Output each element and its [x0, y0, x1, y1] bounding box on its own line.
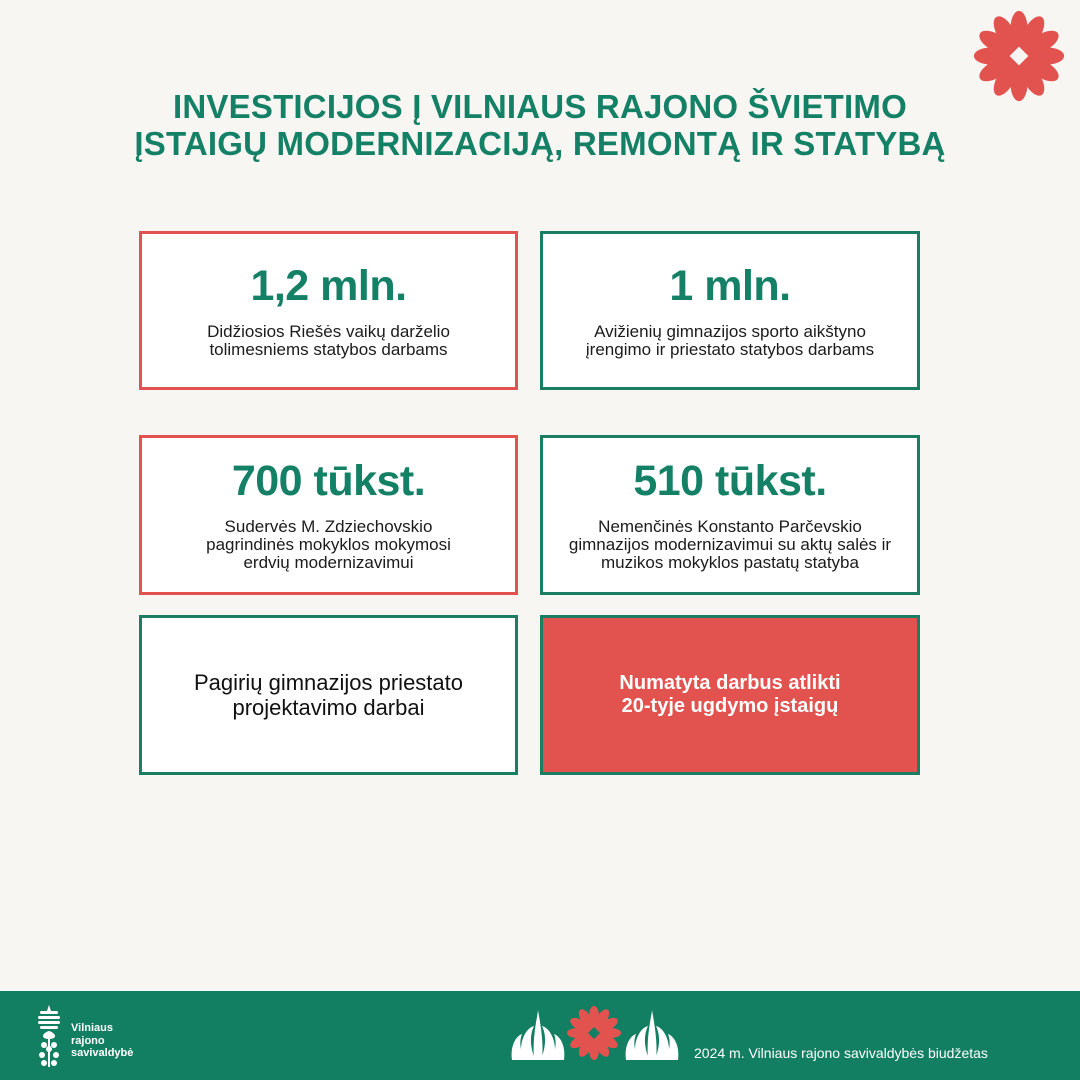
- municipality-emblem-icon: [34, 1003, 64, 1069]
- page-title-line-1: INVESTICIJOS Į VILNIAUS RAJONO ŠVIETIMO: [173, 88, 907, 125]
- footer-bar: [0, 991, 1080, 1080]
- investment-description: Pagirių gimnazijos priestato projektavimo darbai: [193, 670, 464, 720]
- investment-amount: 1,2 mln.: [250, 261, 407, 310]
- investment-description: Avižienių gimnazijos sporto aikštyno įrengimo ir priestato statybos darbams: [585, 321, 875, 359]
- investment-card-pagiriai: [139, 615, 518, 775]
- investment-description: Nemenčinės Konstanto Parčevskio gimnazijos modernizavimui su aktų salės ir muzikos mokyklos pastatų statyba: [568, 517, 892, 572]
- footer-caption: 2024 m. Vilniaus rajono savivaldybės biudžetas: [694, 1045, 988, 1061]
- investment-card-darzelis: [139, 231, 518, 390]
- investment-description: Didžiosios Riešės vaikų darželio tolimesniems statybos darbams: [207, 321, 450, 359]
- investment-card-suderve: [139, 435, 518, 595]
- municipality-logo-text: Vilniaus rajono savivaldybė: [71, 1022, 134, 1059]
- page-title: [0, 88, 1080, 162]
- investment-card-avizieniai: [540, 231, 920, 390]
- summary-card: [540, 615, 920, 775]
- investment-card-nemencine: [540, 435, 920, 595]
- investment-amount: 700 tūkst.: [231, 457, 426, 505]
- investment-description: Sudervės M. Zdziechovskio pagrindinės mokyklos mokymosi erdvių modernizavimui: [206, 517, 451, 572]
- folk-ornament-icon: [508, 1006, 680, 1060]
- page-title-line-2: ĮSTAIGŲ MODERNIZACIJĄ, REMONTĄ IR STATYBĄ: [134, 125, 946, 162]
- investment-amount: 1 mln.: [669, 261, 791, 310]
- summary-text: Numatyta darbus atlikti 20-tyje ugdymo įstaigų: [619, 672, 841, 717]
- investment-amount: 510 tūkst.: [633, 457, 827, 505]
